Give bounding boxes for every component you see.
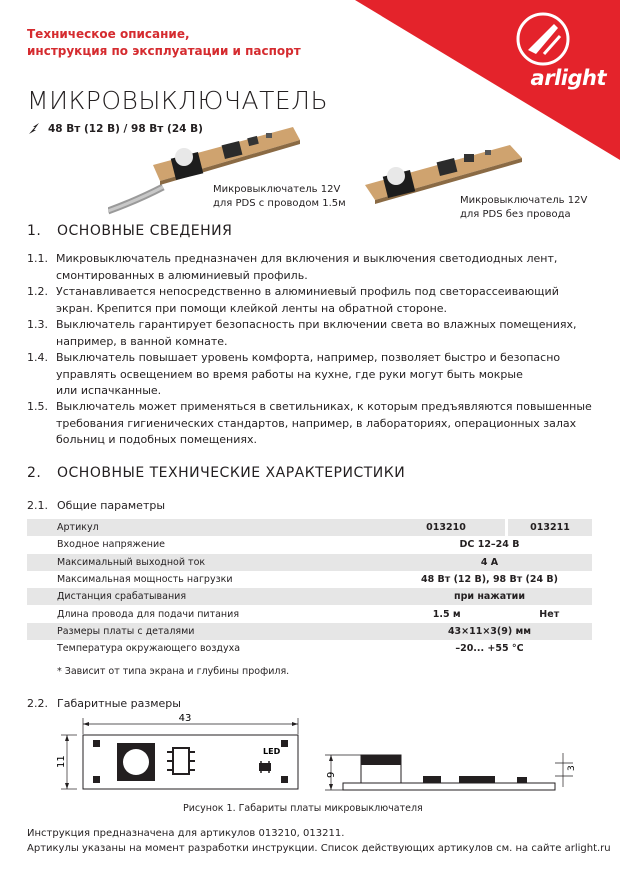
table-header-col1: 013210 [387, 519, 507, 536]
list-item-line: экран. Крепится при помощи клейкой ленты на обратной стороне. [56, 301, 448, 315]
header-line-1: Техническое описание, [27, 27, 190, 41]
lightning-icon [27, 123, 41, 135]
list-item-number: 1.1. [27, 252, 48, 265]
table-row-value-col1: 1.5 м [432, 608, 461, 620]
table-row [27, 605, 592, 622]
list-item-line: или испачканные. [56, 384, 162, 397]
product-caption-1-line1: Микровыключатель 12V [213, 184, 341, 195]
document-header [27, 26, 301, 60]
table-header-col2: 013211 [507, 519, 593, 536]
board-top-view-drawing [55, 710, 310, 800]
list-item-line: Выключатель гарантирует безопасность при включении света во влажных помещениях, [56, 318, 577, 331]
list-item [27, 399, 597, 449]
table-row-value: 43×11×3(9) мм [447, 625, 532, 637]
table-row-value-col2: Нет [539, 608, 560, 620]
table-row-value: DC 12–24 В [459, 539, 520, 551]
list-item-line: например, в ванной комнате. [56, 334, 228, 348]
dimension-width-label: 11 [56, 755, 67, 768]
table-row-value: –20... +55 °C [455, 643, 524, 655]
table-row [27, 640, 592, 657]
table-row [27, 554, 592, 571]
specifications-table [27, 519, 592, 657]
product-caption-2-line1: Микровыключатель 12V [460, 195, 588, 206]
table-row-label: Дистанция срабатывания [57, 591, 187, 603]
section-1-number: 1. [27, 223, 42, 239]
product-caption-2 [460, 194, 587, 222]
product-caption-1 [213, 183, 346, 211]
table-footnote: * Зависит от типа экрана и глубины профиля. [57, 666, 290, 677]
table-row-value: 48 Вт (12 В), 98 Вт (24 В) [421, 574, 558, 586]
power-rating: 48 Вт (12 В) / 98 Вт (24 В) [48, 123, 203, 135]
page-title: МИКРОВЫКЛЮЧАТЕЛЬ [27, 86, 329, 115]
list-item-line: Устанавливается непосредственно в алюминиевый профиль под светорассеивающий [56, 285, 559, 298]
dimension-height-label: 9 [326, 771, 337, 778]
list-item-number: 1.2. [27, 285, 48, 298]
section-2-number: 2. [27, 465, 42, 481]
dimension-length-label: 43 [178, 713, 192, 724]
table-row [27, 623, 592, 640]
footer-line-1: Инструкция предназначена для артикулов 013210, 013211. [27, 828, 345, 839]
list-item-number: 1.3. [27, 318, 48, 331]
list-item-line: больниц и подобных помещениях. [56, 433, 258, 446]
section-2-title: ОСНОВНЫЕ ТЕХНИЧЕСКИЕ ХАРАКТЕРИСТИКИ [57, 465, 406, 481]
arlight-logo-icon [514, 10, 572, 68]
header-line-2: инструкция по эксплуатации и паспорт [27, 44, 301, 58]
table-header-row [27, 519, 592, 536]
table-row-value: 4 А [480, 556, 499, 568]
list-item [27, 284, 597, 317]
subsection-2-1-number: 2.1. [27, 499, 48, 512]
table-row-label: Размеры платы с деталями [57, 625, 195, 637]
list-item-line: смонтированных в алюминиевый профиль. [56, 268, 308, 282]
subsection-2-1-title: Общие параметры [57, 499, 166, 512]
list-item-line: Выключатель повышает уровень комфорта, например, позволяет быстро и безопасно [56, 351, 561, 364]
product-caption-1-line2: для PDS с проводом 1.5м [213, 198, 346, 209]
list-item [27, 251, 597, 284]
document-footer [27, 826, 611, 856]
table-row [27, 571, 592, 588]
footer-line-2: Артикулы указаны на момент разработки инструкции. Список действующих артикулов см. на сайте arlight.ru [27, 843, 611, 854]
table-row-value: при нажатии [454, 591, 525, 603]
table-row-label: Входное напряжение [57, 539, 166, 551]
dimension-thin-label: 3 [567, 765, 577, 771]
list-item-number: 1.5. [27, 400, 48, 413]
brand-logo-text: arlight [530, 66, 606, 90]
subsection-2-2-title: Габаритные размеры [57, 697, 181, 710]
table-header-label: Артикул [27, 519, 387, 536]
table-row-label: Температура окружающего воздуха [57, 643, 241, 655]
list-item-line: Выключатель может применяться в светильниках, к которым предъявляются повышенные [56, 400, 592, 413]
list-item-number: 1.4. [27, 351, 48, 364]
table-row-label: Длина провода для подачи питания [57, 608, 240, 620]
product-caption-2-line2: для PDS без провода [460, 209, 571, 220]
table-row-label: Максимальный выходной ток [57, 556, 206, 568]
subsection-2-2-number: 2.2. [27, 697, 48, 710]
list-item-line: Микровыключатель предназначен для включения и выключения светодиодных лент, [56, 252, 558, 265]
board-side-view-drawing [325, 745, 585, 795]
list-item [27, 317, 597, 350]
table-row-label: Максимальная мощность нагрузки [57, 574, 233, 586]
section-1-title: ОСНОВНЫЕ СВЕДЕНИЯ [57, 223, 233, 239]
table-row [27, 588, 592, 605]
led-label: LED [263, 747, 281, 756]
list-item [27, 350, 597, 400]
figure-caption: Рисунок 1. Габариты платы микровыключателя [183, 803, 423, 814]
list-item-line: управлять освещением во время работы на кухне, где руки могут быть мокрые [56, 367, 523, 381]
list-item-line: требования гигиенических стандартов, например, в лабораториях, операционных залах [56, 416, 577, 430]
table-row [27, 536, 592, 553]
